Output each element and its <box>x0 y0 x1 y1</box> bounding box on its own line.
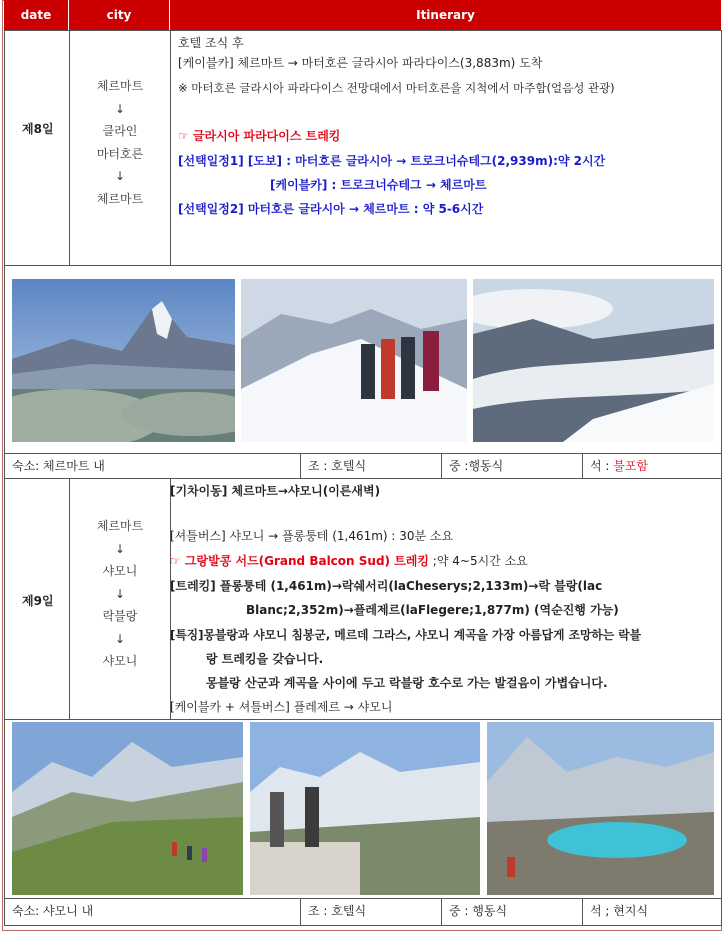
day9-breakfast: 조 : 호텔식 <box>308 904 367 918</box>
day9-dinner: 석 ; 현지식 <box>590 904 649 918</box>
hikers-viewpoint-photo <box>250 722 480 895</box>
arrow-down-icon: ↓ <box>114 169 126 183</box>
arrow-down-icon: ↓ <box>114 541 126 556</box>
header-itinerary: Itinerary <box>170 0 722 30</box>
day9-line: [셔틀버스] 샤모니 → 플롱퉁테 (1,461m) : 30분 소요 <box>170 529 454 543</box>
city-item: 샤모니 <box>102 564 138 578</box>
day9-lodging: 숙소: 샤모니 내 <box>12 904 94 918</box>
header-date: date <box>4 0 69 30</box>
header-city: city <box>69 0 170 30</box>
day8-lunch: 중 :행동식 <box>449 459 504 473</box>
dinner-prefix: 석 : <box>590 459 614 473</box>
matterhorn-peak-photo <box>12 279 235 442</box>
day9-line: [트레킹] 플롱퉁테 (1,461m)→락쉐서리(laCheserys;2,133m)→락 블랑(lac <box>170 579 603 593</box>
day9-trekking-line <box>170 551 528 571</box>
day8-trekking-title: ☞ 글라시아 파라다이스 트레킹 <box>178 129 341 143</box>
arrow-down-icon: ↓ <box>114 101 126 116</box>
day9-label: 제9일 <box>22 594 54 608</box>
day8-city-route <box>72 75 168 210</box>
day8-option1-cablecar: [케이블카] : 트로크너슈테그 → 체르마트 <box>270 178 487 192</box>
day9-line: [특징]몽블랑과 샤모니 침봉군, 메르데 그라스, 샤모니 계곡을 가장 아름답게 조망하는 락블 <box>170 628 642 642</box>
day9-line: 랑 트레킹을 갖습니다. <box>206 652 324 666</box>
city-item: 클라인 <box>102 124 138 138</box>
day8-line: 호텔 조식 후 <box>178 36 244 50</box>
day8-dinner <box>590 456 648 476</box>
city-item: 락블랑 <box>102 609 138 623</box>
day8-line: [케이블카] 체르마트 → 마터호른 글라시아 파라다이스(3,883m) 도착 <box>178 56 543 70</box>
arrow-down-icon: ↓ <box>114 586 126 601</box>
day8-option2: [선택일정2] 마터호른 글라시아 → 체르마트 : 약 5-6시간 <box>178 202 484 216</box>
city-item: 체르마트 <box>96 79 144 93</box>
day8-breakfast: 조 : 호텔식 <box>308 459 367 473</box>
lac-blanc-photo <box>487 722 714 895</box>
glacier-hikers-photo <box>241 279 467 442</box>
day9-lunch: 중 : 행동식 <box>449 904 508 918</box>
montblanc-trail-photo <box>12 722 243 895</box>
day8-lodging: 숙소: 체르마트 내 <box>12 459 105 473</box>
day8-date-cell <box>4 30 70 266</box>
day8-label: 제8일 <box>22 122 54 136</box>
day9-trekking-duration: ;약 4~5시간 소요 <box>428 554 528 568</box>
day8-line: ※ 마터호른 글라시아 파라다이스 전망대에서 마터호른을 지척에서 마주함(얼음성 관광) <box>178 81 615 95</box>
city-item: 체르마트 <box>96 191 144 206</box>
city-item: 마터호른 <box>96 146 144 161</box>
day9-line: Blanc;2,352m)→플레제르(laFlegere;1,877m) (역순진행 가능) <box>246 603 619 617</box>
city-item: 체르마트 <box>96 519 144 533</box>
day9-city-route <box>72 515 168 673</box>
day9-line: [기차이동] 체르마트→샤모니(이른새벽) <box>170 484 381 498</box>
day9-line: 몽블랑 산군과 계곡을 사이에 두고 락블랑 호수로 가는 발걸음이 가볍습니다. <box>206 676 608 690</box>
day8-option1: [선택일정1] [도보] : 마터호른 글라시아 → 트로크너슈테그(2,939m):약 2시간 <box>178 154 606 168</box>
arrow-down-icon: ↓ <box>114 631 126 646</box>
day9-trekking-title: ☞ 그랑발콩 서드(Grand Balcon Sud) 트레킹 <box>170 554 429 568</box>
day9-line: [케이블카 + 셔틀버스] 플레제르 → 샤모니 <box>170 700 393 714</box>
city-item: 샤모니 <box>102 654 138 668</box>
glacier-valley-photo <box>473 279 714 442</box>
dinner-value: 불포함 <box>613 459 649 473</box>
